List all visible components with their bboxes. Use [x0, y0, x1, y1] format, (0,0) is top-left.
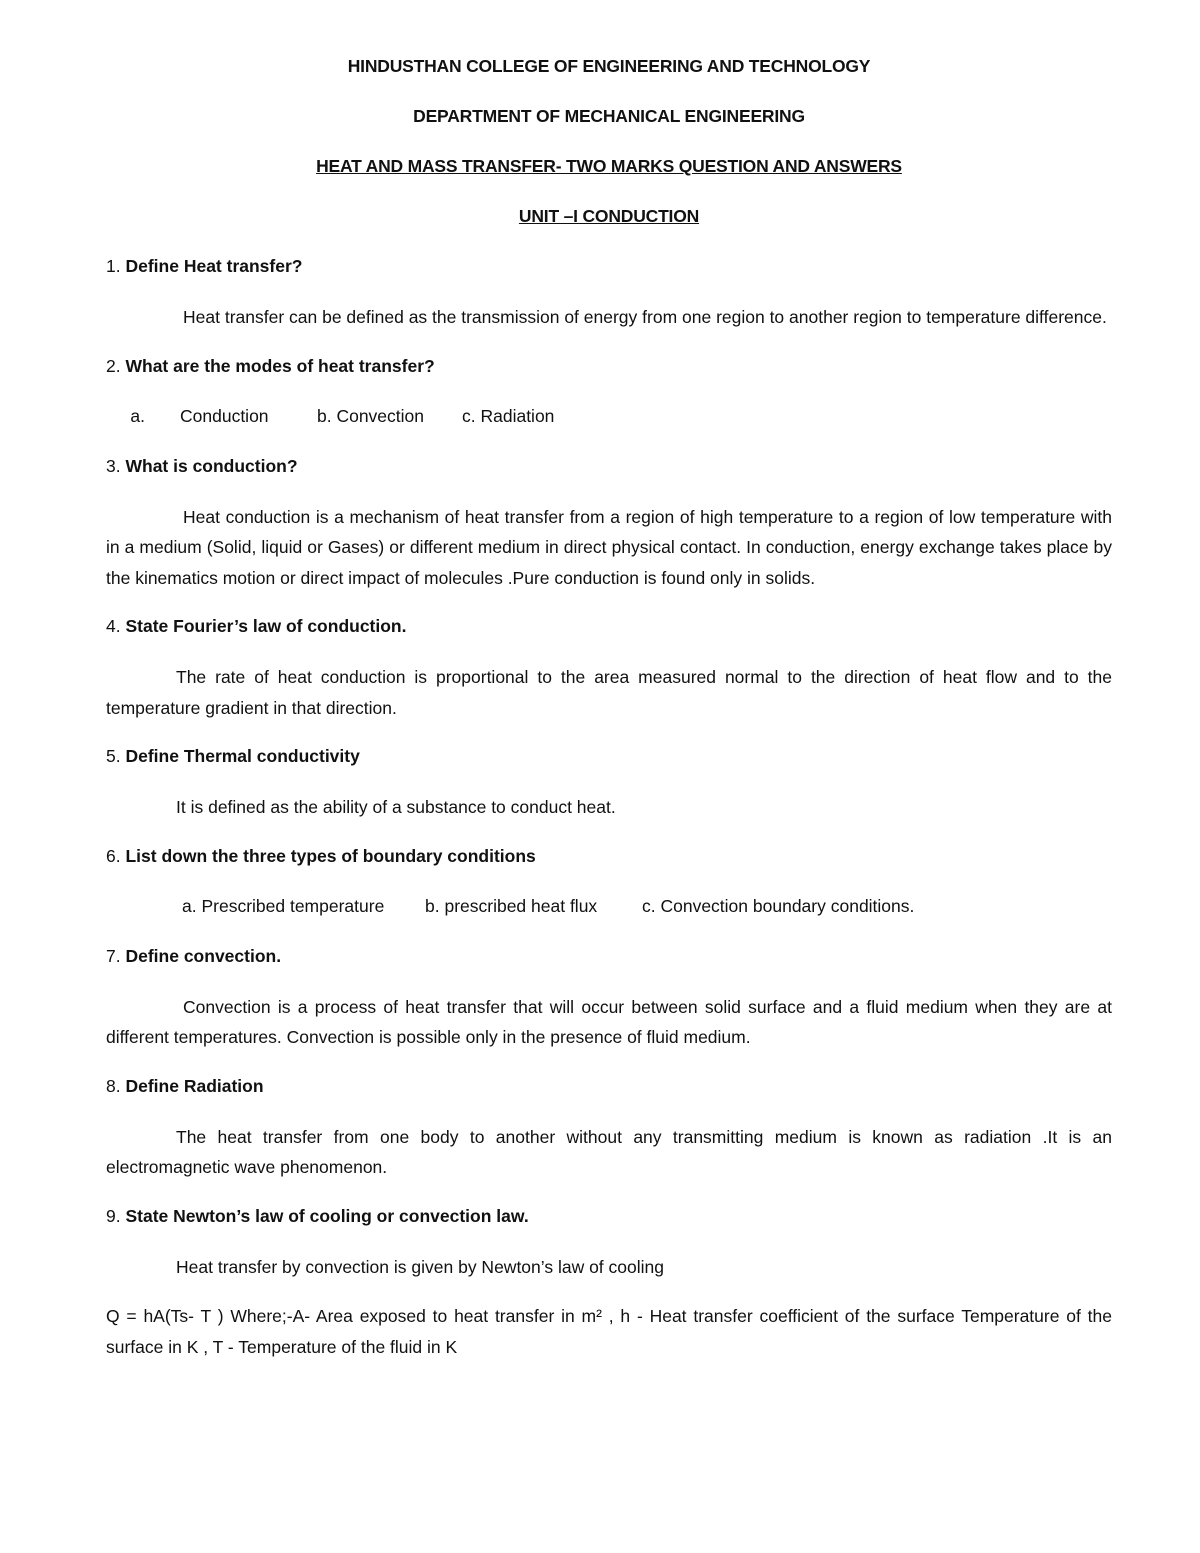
answer-6-options: [106, 892, 1112, 942]
option-prescribed-heat-flux: b. prescribed heat flux: [425, 895, 598, 916]
question-1: [106, 252, 1112, 302]
question-9: [106, 1202, 1112, 1252]
question-text: List down the three types of boundary conditions: [125, 845, 536, 866]
question-4: [106, 612, 1112, 662]
question-number: 3.: [106, 455, 121, 476]
option-convection: b. Convection: [317, 405, 425, 426]
option-radiation: c. Radiation: [462, 405, 555, 426]
answer-2-options: [106, 402, 1112, 452]
answer-9: Heat transfer by convection is given by Newton’s law of cooling: [176, 1256, 664, 1277]
option-conduction: Conduction: [180, 405, 269, 426]
question-8: [106, 1072, 1112, 1122]
question-text: Define Radiation: [125, 1075, 264, 1096]
question-text: Define Heat transfer?: [125, 256, 303, 276]
question-6: [106, 842, 1112, 892]
question-text: State Newton’s law of cooling or convection law.: [125, 1205, 529, 1226]
option-marker: a.: [130, 405, 145, 426]
unit-title-text: UNIT –I CONDUCTION: [518, 206, 700, 226]
question-number: 7.: [106, 945, 121, 966]
question-2: [106, 352, 1112, 402]
question-text: Define convection.: [125, 945, 282, 966]
subject-title: [106, 152, 1112, 202]
subject-title-text: HEAT AND MASS TRANSFER- TWO MARKS QUESTION AND ANSWERS: [316, 156, 902, 176]
question-number: 8.: [106, 1075, 121, 1096]
answer-8: The heat transfer from one body to another without any transmitting medium is known as radiation .It is an electromagnetic wave phenomenon.: [106, 1126, 1112, 1177]
newton-law-formula: Q = hA(Ts- T ) Where;-A- Area exposed to heat transfer in m² , h - Heat transfer coefficient of the surface Temperature of the surface in K , T - Temperature of the fluid in K: [106, 1306, 1112, 1357]
question-text: Define Thermal conductivity: [125, 746, 360, 766]
document-page: [106, 52, 1112, 1362]
question-text: What is conduction?: [125, 455, 298, 476]
question-number: 6.: [106, 845, 121, 866]
question-5: [106, 742, 1112, 792]
answer-7: Convection is a process of heat transfer that will occur between solid surface and a fluid medium when they are at different temperatures. Convection is possible only in the presence of fluid medium.: [106, 996, 1112, 1047]
college-title: HINDUSTHAN COLLEGE OF ENGINEERING AND TECHNOLOGY: [347, 56, 871, 76]
answer-5: It is defined as the ability of a substance to conduct heat.: [176, 797, 616, 817]
question-7: [106, 942, 1112, 992]
answer-1: Heat transfer can be defined as the transmission of energy from one region to another region to temperature difference.: [183, 307, 1107, 327]
question-text: State Fourier’s law of conduction.: [125, 616, 407, 636]
option-convection-boundary: c. Convection boundary conditions.: [642, 895, 915, 916]
question-number: 5.: [106, 746, 121, 766]
question-3: [106, 452, 1112, 502]
question-number: 9.: [106, 1205, 121, 1226]
option-prescribed-temperature: a. Prescribed temperature: [182, 895, 385, 916]
question-text: What are the modes of heat transfer?: [125, 355, 435, 376]
answer-4: The rate of heat conduction is proportional to the area measured normal to the direction of heat flow and to the temperature gradient in that direction.: [106, 667, 1112, 718]
question-number: 4.: [106, 616, 121, 636]
department-title: DEPARTMENT OF MECHANICAL ENGINEERING: [413, 106, 805, 126]
unit-title: [106, 202, 1112, 252]
question-number: 2.: [106, 355, 121, 376]
answer-3: Heat conduction is a mechanism of heat transfer from a region of high temperature to a region of low temperature with in a medium (Solid, liquid or Gases) or different medium in direct physical contact. In conduction, energy exchange takes place by the kinematics motion or direct impact of molecules .Pure conduction is found only in solids.: [106, 506, 1112, 588]
question-number: 1.: [106, 256, 121, 276]
